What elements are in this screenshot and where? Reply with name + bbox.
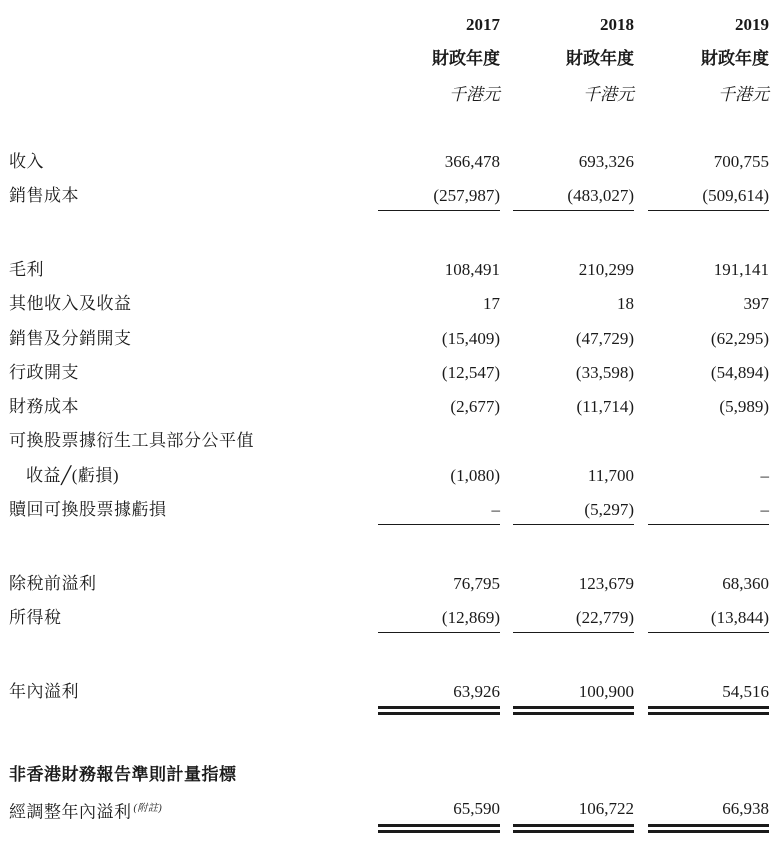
value-2018: 18 <box>617 294 634 313</box>
value-2017: (2,677) <box>450 397 500 416</box>
subtotal-rule <box>513 632 634 633</box>
row-cost-of-sales <box>0 184 771 208</box>
row-label: 所得稅 <box>9 608 62 627</box>
value-2019: 191,141 <box>713 260 769 279</box>
value-2018: (483,027) <box>567 186 634 205</box>
row-finance-costs <box>0 395 771 419</box>
value-2019: – <box>760 500 769 519</box>
row-label: 行政開支 <box>9 363 79 382</box>
year-header-2019: 2019 <box>735 15 769 34</box>
value-2017: – <box>491 500 500 519</box>
total-double-rule <box>648 824 769 833</box>
value-2018: 123,679 <box>578 574 634 593</box>
subtotal-rule <box>648 632 769 633</box>
value-2018: (33,598) <box>575 363 634 382</box>
row-derivative-fv <box>0 464 771 488</box>
value-2018: 210,299 <box>578 260 634 279</box>
row-label: 年內溢利 <box>9 682 79 701</box>
value-2019: 397 <box>743 294 769 313</box>
row-selling-expenses <box>0 327 771 351</box>
fiscal-year-label-2: 財政年度 <box>566 49 634 68</box>
value-2018: (11,714) <box>576 397 634 416</box>
value-2017: (257,987) <box>433 186 500 205</box>
subtotal-rule <box>378 210 500 211</box>
value-2017: 63,926 <box>453 682 500 701</box>
row-label: 銷售及分銷開支 <box>9 329 132 348</box>
value-2019: (5,989) <box>719 397 769 416</box>
value-2018: 100,900 <box>578 682 634 701</box>
row-label <box>9 797 162 825</box>
value-2017: 65,590 <box>453 799 500 818</box>
row-revenue <box>0 150 771 174</box>
subtotal-rule <box>513 210 634 211</box>
fiscal-year-label-3: 財政年度 <box>701 49 769 68</box>
value-2019: (54,894) <box>710 363 769 382</box>
row-label: 收入 <box>9 152 44 171</box>
value-2019: (62,295) <box>710 329 769 348</box>
fiscal-year-label-1: 財政年度 <box>432 49 500 68</box>
value-2019: 68,360 <box>722 574 769 593</box>
total-double-rule <box>378 824 500 833</box>
value-2018: 693,326 <box>578 152 634 171</box>
value-2019: – <box>760 466 769 485</box>
note-reference: (附註) <box>133 803 163 814</box>
unit-label-2: 千港元 <box>583 85 634 104</box>
row-profit-before-tax <box>0 572 771 596</box>
section-non-hkfrs <box>0 763 771 787</box>
row-label: 除稅前溢利 <box>9 574 97 593</box>
row-derivative-fv-heading <box>0 429 771 453</box>
value-2018: (47,729) <box>575 329 634 348</box>
row-redemption-loss <box>0 498 771 522</box>
total-double-rule <box>378 706 500 715</box>
value-2019: 700,755 <box>713 152 769 171</box>
subtotal-rule <box>378 632 500 633</box>
row-label: 收益╱(虧損) <box>26 466 120 485</box>
row-profit-for-year <box>0 680 771 704</box>
value-2017: 17 <box>483 294 500 313</box>
value-2019: 54,516 <box>722 682 769 701</box>
adjusted-profit-label: 經調整年內溢利 <box>9 802 132 822</box>
row-label: 其他收入及收益 <box>9 294 132 313</box>
row-label: 財務成本 <box>9 397 79 416</box>
row-other-income <box>0 292 771 316</box>
total-double-rule <box>513 706 634 715</box>
section-title: 非香港財務報告準則計量指標 <box>9 765 237 784</box>
value-2017: 76,795 <box>453 574 500 593</box>
value-2017: 108,491 <box>444 260 500 279</box>
row-label: 毛利 <box>9 260 44 279</box>
value-2017: 366,478 <box>444 152 500 171</box>
row-income-tax <box>0 606 771 630</box>
year-header-2018: 2018 <box>600 15 634 34</box>
unit-label-1: 千港元 <box>449 85 500 104</box>
value-2017: (12,547) <box>441 363 500 382</box>
value-2019: (509,614) <box>702 186 769 205</box>
value-2017: (1,080) <box>450 466 500 485</box>
row-label: 贖回可換股票據虧損 <box>9 500 167 519</box>
subtotal-rule <box>513 524 634 525</box>
value-2017: (15,409) <box>441 329 500 348</box>
subtotal-rule <box>648 524 769 525</box>
row-admin-expenses <box>0 361 771 385</box>
row-gross-profit <box>0 258 771 282</box>
total-double-rule <box>513 824 634 833</box>
total-double-rule <box>648 706 769 715</box>
value-2018: 106,722 <box>578 799 634 818</box>
subtotal-rule <box>648 210 769 211</box>
row-adjusted-profit <box>0 797 771 821</box>
unit-label-3: 千港元 <box>718 85 769 104</box>
value-2018: (5,297) <box>584 500 634 519</box>
value-2019: 66,938 <box>722 799 769 818</box>
value-2018: 11,700 <box>587 466 634 485</box>
value-2017: (12,869) <box>441 608 500 627</box>
value-2019: (13,844) <box>710 608 769 627</box>
subtotal-rule <box>378 524 500 525</box>
row-label: 可換股票據衍生工具部分公平值 <box>9 431 254 450</box>
value-2018: (22,779) <box>575 608 634 627</box>
year-header-2017: 2017 <box>466 15 500 34</box>
row-label: 銷售成本 <box>9 186 79 205</box>
